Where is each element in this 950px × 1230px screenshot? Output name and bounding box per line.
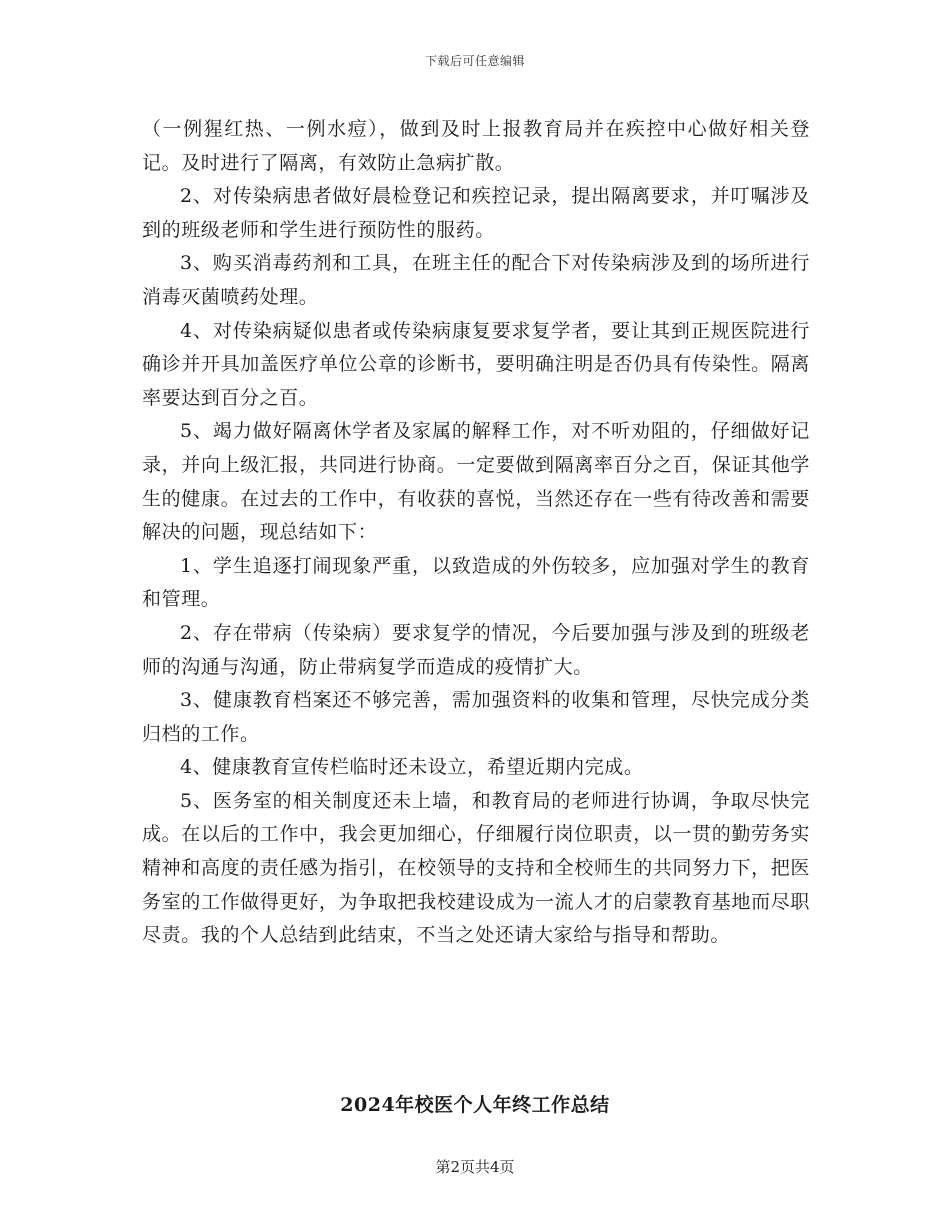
paragraph: 4、健康教育宣传栏临时还未设立，希望近期内完成。 xyxy=(180,756,644,779)
paragraph: 5、竭力做好隔离休学者及家属的解释工作，对不听劝阻的，仔细做好记录，并向上级汇报，共同进行协商。一定要做到隔离率百分之百，保证其他学生的健康。在过去的工作中，有收获的喜悦，当然还存在一些有待改善和需要解决的问题，现总结如下： xyxy=(142,420,810,544)
section-title: 2024年校医个人年终工作总结 xyxy=(340,1094,610,1116)
paragraph: 2、存在带病（传染病）要求复学的情况，今后要加强与涉及到的班级老师的沟通与沟通，防止带病复学而造成的疫情扩大。 xyxy=(142,621,810,678)
paragraph: 3、购买消毒药剂和工具，在班主任的配合下对传染病涉及到的场所进行消毒灭菌喷药处理。 xyxy=(142,252,810,308)
page-number: 第2页共4页 xyxy=(435,1158,515,1176)
paragraph: 5、医务室的相关制度还未上墙，和教育局的老师进行协调，争取尽快完成。在以后的工作中，我会更加细心，仔细履行岗位职责，以一贯的勤劳务实精神和高度的责任感为指引，在校领导的支持和全校师生的共同努力下，把医务室的工作做得更好，为争取把我校建设成为一流人才的启蒙教育基地而尽职尽责。我的个人总结到此结束，不当之处还请大家给与指导和帮助。 xyxy=(142,789,810,947)
paragraph: （一例猩红热、一例水痘），做到及时上报教育局并在疾控中心做好相关登记。及时进行了隔离，有效防止急病扩散。 xyxy=(142,118,810,174)
paragraph: 2、对传染病患者做好晨检登记和疾控记录，提出隔离要求，并叮嘱涉及到的班级老师和学生进行预防性的服药。 xyxy=(142,185,810,241)
paragraph: 3、健康教育档案还不够完善，需加强资料的收集和管理，尽快完成分类归档的工作。 xyxy=(142,689,810,745)
paragraph: 1、学生追逐打闹现象严重，以致造成的外伤较多，应加强对学生的教育和管理。 xyxy=(142,554,810,611)
page-header: 下载后可任意编辑 xyxy=(424,54,525,68)
document-body xyxy=(142,113,810,953)
paragraph: 4、对传染病疑似患者或传染病康复要求复学者，要让其到正规医院进行确诊并开具加盖医疗单位公章的诊断书，要明确注明是否仍具有传染性。隔离率要达到百分之百。 xyxy=(142,319,810,409)
